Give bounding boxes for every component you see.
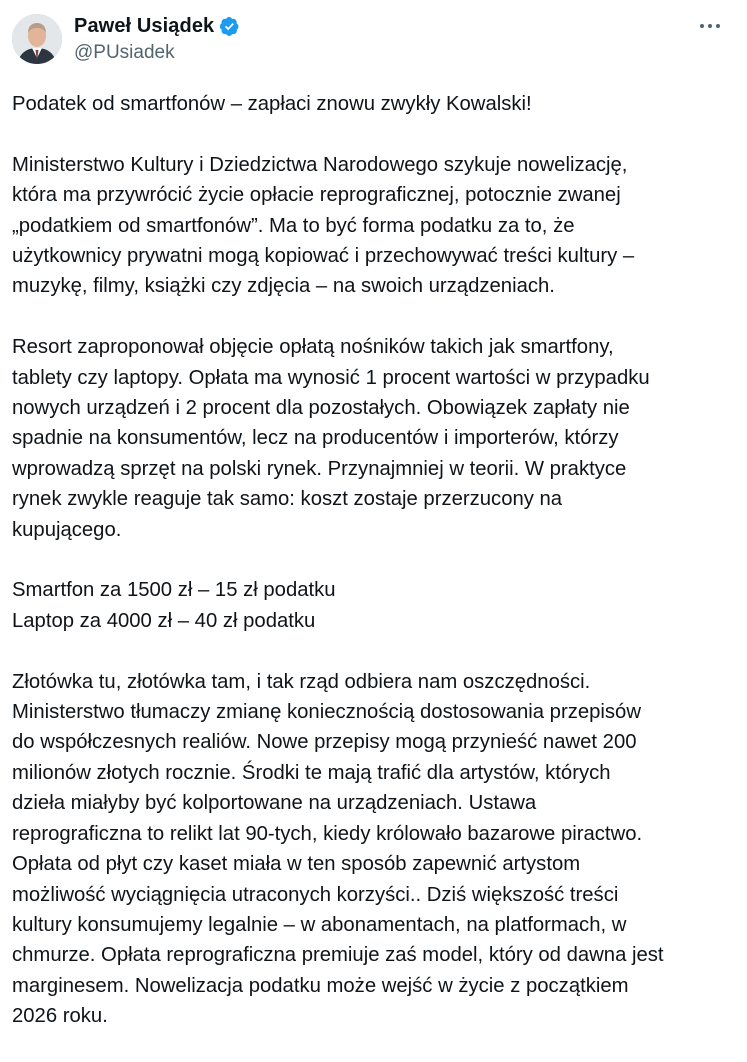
tweet-line: tablety czy laptopy. Opłata ma wynosić 1 procent wartości w przypadku	[12, 366, 650, 389]
more-horizontal-icon	[708, 24, 712, 28]
tweet-line: Smartfon za 1500 zł – 15 zł podatku	[12, 579, 336, 602]
tweet-line: Podatek od smartfonów – zapłaci znowu zwykły Kowalski!	[12, 93, 532, 115]
tweet-line: wprowadzą sprzęt na polski rynek. Przynajmniej w teorii. W praktyce	[12, 457, 627, 480]
avatar[interactable]	[12, 14, 62, 64]
tweet-line: muzykę, filmy, książki czy zdjęcia – na swoich urządzeniach.	[12, 275, 555, 298]
tweet-line: 2026 roku.	[12, 1005, 108, 1028]
display-name[interactable]: Paweł Usiądek	[74, 14, 215, 37]
display-name-row	[74, 13, 240, 39]
verified-badge-icon[interactable]	[219, 16, 240, 37]
tweet-line: Ministerstwo Kultury i Dziedzictwa Narodowego szykuje nowelizację,	[12, 153, 628, 176]
tweet-line: Laptop za 4000 zł – 40 zł podatku	[12, 609, 316, 632]
author-block	[74, 13, 240, 64]
tweet-line: marginesem. Nowelizacja podatku może wejść w życie z początkiem	[12, 974, 629, 997]
tweet-line: „podatkiem od smartfonów”. Ma to być forma podatku za to, że	[12, 214, 575, 237]
tweet-line: użytkownicy prywatni mogą kopiować i przechowywać treści kultury –	[12, 245, 635, 268]
tweet-paragraph	[12, 575, 734, 636]
tweet-paragraph	[12, 332, 734, 545]
tweet-line: Opłata od płyt czy kaset miała w ten sposób zapewnić artystom	[12, 853, 581, 876]
tweet-paragraph	[12, 150, 734, 302]
tweet-line: milionów złotych rocznie. Środki te mają trafić dla artystów, których	[12, 761, 611, 784]
tweet-line: reprograficzna to relikt lat 90-tych, kiedy królowało bazarowe piractwo.	[12, 822, 643, 845]
tweet-line: spadnie na konsumentów, lecz na producentów i importerów, którzy	[12, 427, 619, 450]
more-horizontal-icon	[716, 24, 720, 28]
tweet-line: Resort zaproponował objęcie opłatą nośników takich jak smartfony,	[12, 336, 614, 359]
tweet-header	[0, 0, 747, 80]
more-options-button[interactable]	[695, 14, 725, 38]
author-handle[interactable]: @PUsiadek	[74, 42, 175, 63]
tweet-line: Ministerstwo tłumaczy zmianę koniecznością dostosowania przepisów	[12, 701, 641, 724]
tweet-line: chmurze. Opłata reprograficzna premiuje zaś model, który od dawna jest	[12, 944, 664, 967]
avatar-image	[12, 14, 62, 64]
tweet-paragraph	[12, 89, 734, 119]
tweet-text	[12, 89, 734, 1062]
more-horizontal-icon	[700, 24, 704, 28]
tweet-line: do współczesnych realiów. Nowe przepisy mogą przynieść nawet 200	[12, 731, 637, 754]
tweet-paragraph	[12, 667, 734, 1032]
tweet-line: kupującego.	[12, 518, 122, 541]
tweet-line: kultury konsumujemy legalnie – w abonamentach, na platformach, w	[12, 913, 627, 936]
tweet-line: możliwość wyciągnięcia utraconych korzyści.. Dziś większość treści	[12, 883, 619, 906]
tweet-line: rynek zwykle reaguje tak samo: koszt zostaje przerzucony na	[12, 488, 563, 511]
tweet-line: Złotówka tu, złotówka tam, i tak rząd odbiera nam oszczędności.	[12, 670, 591, 693]
tweet-line: która ma przywrócić życie opłacie reprograficznej, potocznie zwanej	[12, 184, 621, 207]
tweet-line: nowych urządzeń i 2 procent dla pozostałych. Obowiązek zapłaty nie	[12, 397, 630, 420]
tweet-line: dzieła miałyby być kolportowane na urządzeniach. Ustawa	[12, 792, 537, 815]
